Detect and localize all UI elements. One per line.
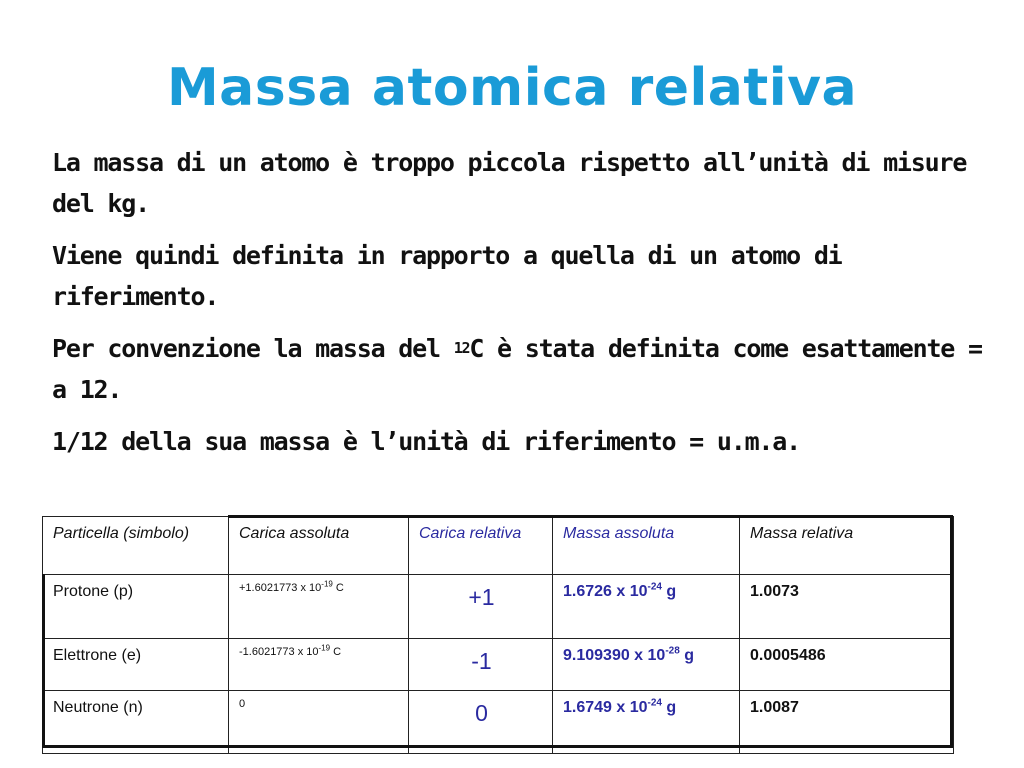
paragraph-mass-too-small: La massa di un atomo è troppo piccola rispetto all’unità di misure del kg. — [52, 148, 967, 218]
cell-massa-assoluta — [553, 575, 740, 639]
particles-table-container — [42, 516, 953, 748]
cell-massa-assoluta-unit: g — [679, 647, 694, 664]
cell-massa-relativa: 1.0073 — [740, 575, 954, 639]
cell-carica-assoluta-unit: C — [330, 646, 342, 658]
cell-massa-assoluta-base: 9.109390 x 10 — [563, 647, 666, 664]
paragraph-carbon-text-after: C è stata definita come esattamente = a 12. — [52, 334, 982, 404]
cell-carica-assoluta — [229, 575, 409, 639]
cell-carica-assoluta-exponent: -19 — [321, 579, 333, 589]
paragraph-carbon-convention — [52, 328, 982, 410]
table-header-row — [43, 517, 954, 575]
particles-table — [42, 516, 954, 754]
header-massa-relativa: Massa relativa — [740, 517, 954, 575]
paragraph-carbon-text-before: Per convenzione la massa del — [52, 334, 454, 363]
cell-carica-assoluta-exponent: -19 — [318, 643, 331, 653]
cell-particella: Neutrone (n) — [43, 691, 229, 754]
cell-carica-assoluta-base: -1.6021773 x 10 — [239, 646, 319, 658]
table-row — [43, 575, 954, 639]
cell-massa-assoluta-exponent: -28 — [665, 645, 680, 657]
paragraph-uma-definition: 1/12 della sua massa è l’unità di riferimento = u.m.a. — [52, 427, 800, 456]
table-border-left — [42, 574, 45, 748]
cell-carica-relativa: -1 — [409, 639, 553, 691]
table-border-bottom — [42, 745, 953, 748]
cell-massa-assoluta-unit: g — [661, 699, 677, 716]
header-particella: Particella (simbolo) — [43, 517, 229, 575]
cell-carica-assoluta-unit: C — [332, 582, 344, 594]
cell-massa-assoluta-exponent: -24 — [647, 697, 662, 709]
slide-body — [52, 142, 982, 473]
cell-massa-assoluta — [553, 639, 740, 691]
header-carica-assoluta: Carica assoluta — [229, 517, 409, 575]
table-border-right — [950, 515, 953, 748]
table-row — [43, 639, 954, 691]
cell-massa-relativa: 1.0087 — [740, 691, 954, 754]
cell-carica-assoluta — [229, 639, 409, 691]
table-border-top — [228, 515, 953, 518]
slide-title: Massa atomica relativa — [166, 58, 858, 118]
cell-carica-assoluta-base: +1.6021773 x 10 — [239, 582, 322, 594]
paragraph-reference-atom: Viene quindi definita in rapporto a quella di un atomo di riferimento. — [52, 241, 842, 311]
cell-massa-relativa: 0.0005486 — [740, 639, 954, 691]
cell-carica-assoluta-base: 0 — [239, 698, 246, 710]
cell-massa-assoluta-unit: g — [661, 583, 677, 600]
cell-particella: Protone (p) — [43, 575, 229, 639]
cell-carica-relativa: +1 — [409, 575, 553, 639]
header-massa-assoluta: Massa assoluta — [553, 517, 740, 575]
isotope-mass-number: 12 — [453, 339, 470, 357]
cell-massa-assoluta-base: 1.6749 x 10 — [563, 699, 648, 716]
cell-massa-assoluta-exponent: -24 — [647, 581, 662, 593]
cell-massa-assoluta-base: 1.6726 x 10 — [563, 583, 648, 600]
cell-carica-relativa: 0 — [409, 691, 553, 754]
cell-particella: Elettrone (e) — [43, 639, 229, 691]
header-carica-relativa: Carica relativa — [409, 517, 553, 575]
